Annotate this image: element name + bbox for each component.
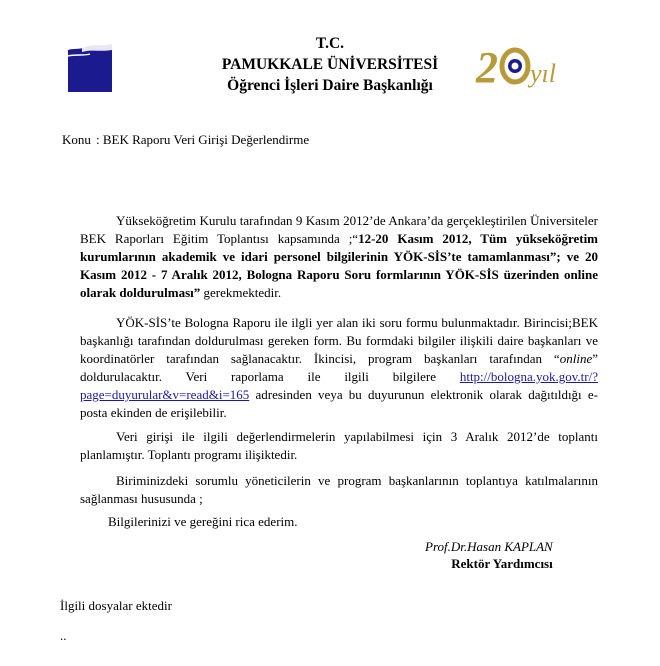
- signer-title: Rektör Yardımcısı: [451, 556, 553, 571]
- university-logo: [68, 34, 112, 92]
- paragraph-3-text: Veri girişi ile ilgili değerlendirmelerin yapılabilmesi için 3 Aralık 2012’de toplantı planlamıştır. Toplantı programı ilişiktedir.: [80, 429, 598, 462]
- paragraph-2: [80, 314, 598, 422]
- subject-text: : BEK Raporu Veri Girişi Değerlendirme: [96, 132, 310, 147]
- svg-text:yıl: yıl: [530, 59, 556, 88]
- letterhead-university: PAMUKKALE ÜNİVERSİTESİ: [221, 56, 439, 73]
- bologna-link[interactable]: http://bologna.yok.gov.tr/?page=duyurular&v=read&i=165: [80, 369, 598, 402]
- paragraph-3: [80, 428, 598, 464]
- paragraph-2-text-3: adresinden veya bu duyurunun elektronik olarak dağıtıldığı e-posta ekinden de erişilebilir.: [80, 387, 598, 420]
- paragraph-2-italic: online: [559, 351, 593, 366]
- letterhead: [150, 33, 510, 96]
- paragraph-1-mid: ”;: [549, 249, 567, 264]
- signer-name: Prof.Dr.Hasan KAPLAN: [425, 539, 553, 554]
- attachment-note: İlgili dosyalar ektedir: [60, 598, 172, 613]
- paragraph-1-bold-1: 12-20 Kasım 2012, Tüm yükseköğretim kurumlarının akademik ve idari personel bilgilerinin YÖK-SİS’te tamamlanması: [80, 231, 599, 264]
- paragraph-4-text: Biriminizdeki sorumlu yöneticilerin ve program başkanlarının toplantıya katılmalarının sağlanması hususunda ;: [80, 473, 598, 506]
- paragraph-1-text: Yükseköğretim Kurulu tarafından 9 Kasım 2012’de Ankara’da gerçekleştirilen Üniversiteler BEK Raporları Eğitim Toplantısı kapsamında ;“: [80, 213, 598, 246]
- trailing-mark: ..: [60, 628, 67, 643]
- subject-label: Konu: [62, 132, 91, 147]
- paragraph-4: [80, 472, 598, 508]
- closing-line: Bilgilerinizi ve gereğini rica ederim.: [108, 514, 298, 529]
- subject-line: [62, 132, 309, 148]
- signature-block: [425, 538, 553, 572]
- svg-text:2: 2: [476, 43, 498, 90]
- letterhead-department: Öğrenci İşleri Daire Başkanlığı: [227, 77, 433, 94]
- paragraph-2-text: YÖK-SİS’te Bologna Raporu ile ilgli yer alan iki soru formu bulunmaktadır. Birincisi;BEK başkanlığı tarafından doldurulması gereken form. Bu formdaki bilgiler ilişkili daire başkanları ve koordinatörler tarafından sağlanacaktır. İkincisi, program başkanları tarafından “: [80, 315, 598, 366]
- paragraph-1-end: gerekmektedir.: [200, 285, 282, 300]
- letterhead-country: T.C.: [315, 35, 345, 52]
- paragraph-1: [80, 212, 598, 302]
- paragraph-1-bold-2: ve 20 Kasım 2012 - 7 Aralık 2012, Bologna Raporu Soru formlarının YÖK-SİS üzerinden online olarak doldurulması”: [80, 249, 598, 300]
- anniversary-logo: [474, 38, 574, 90]
- paragraph-2-text-2: ” doldurulacaktır. Veri raporlama ile ilgili bilgilere: [80, 351, 598, 384]
